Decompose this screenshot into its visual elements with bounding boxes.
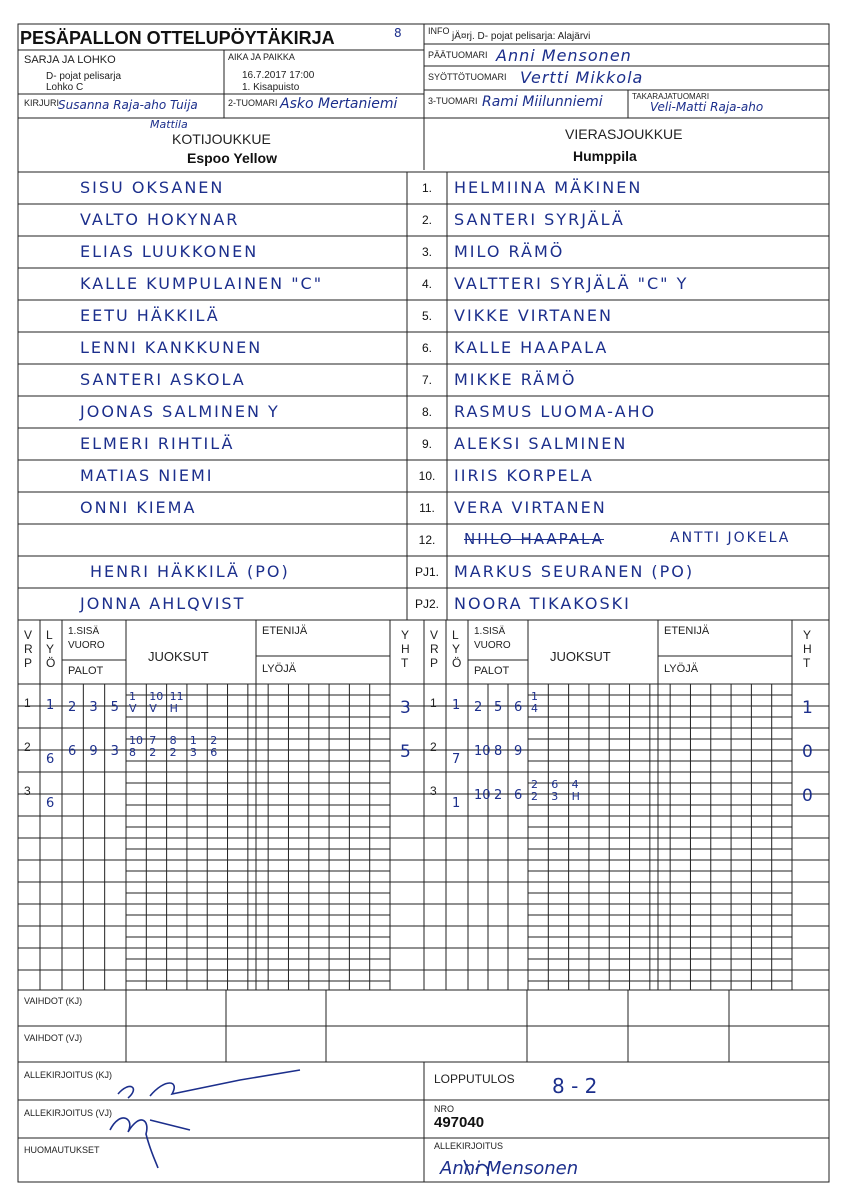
away-player-name: ANTTI JOKELA: [670, 530, 791, 546]
home-player-name: JONNA AHLQVIST: [80, 594, 246, 613]
away-palo-value: 6: [514, 700, 523, 715]
away-palo-value: 10: [474, 744, 491, 759]
roster-number: 1.: [421, 181, 432, 195]
away-run-bottom-value: 3: [551, 790, 559, 803]
home-player-name: KALLE KUMPULAINEN "C": [80, 274, 324, 293]
scorer-label: KIRJURI: [24, 98, 60, 108]
home-burnouts-header: PALOT: [68, 665, 104, 677]
away-period-number: 2: [430, 740, 437, 754]
home-player-name: HENRI HÄKKILÄ (PO): [90, 562, 290, 581]
pitch-referee-label: SYÖTTÖTUOMARI: [428, 72, 507, 82]
signature-scribbles: [110, 1070, 488, 1176]
home-run-bottom-value: 6: [210, 746, 218, 759]
roster-number: 10.: [418, 469, 436, 483]
time-place-label: AIKA JA PAIKKA: [228, 52, 295, 62]
home-first-inner-header: 1.SISÄ: [68, 626, 100, 637]
away-advancer-header: ETENIJÄ: [664, 625, 710, 637]
away-inning-total: 1: [802, 698, 813, 718]
info-label: INFO: [428, 26, 450, 36]
referee3-value: Rami Miilunniemi: [482, 94, 603, 110]
home-palo-value: 5: [110, 700, 119, 715]
referee3-label: 3-TUOMARI: [428, 96, 478, 106]
series-value-2: Lohko C: [46, 82, 84, 93]
away-player-name: IIRIS KORPELA: [454, 466, 594, 485]
home-run-top-value: 10: [129, 734, 143, 747]
home-run-top-value: 2: [210, 734, 218, 747]
home-yht-header: H: [401, 642, 410, 656]
signature-label: ALLEKIRJOITUS: [434, 1141, 504, 1151]
head-referee-label: PÄÄTUOMARI: [428, 50, 488, 60]
back-referee-label: TAKARAJATUOMARI: [632, 92, 710, 101]
home-player-name: SISU OKSANEN: [80, 178, 225, 197]
info-value: jÄ¤rj. D- pojat pelisarja: Alajärvi: [452, 31, 591, 42]
referee2-label: 2-TUOMARI: [228, 98, 278, 108]
home-ly-value: 6: [46, 752, 55, 767]
away-yht-header: H: [803, 642, 812, 656]
scorer-value: Susanna Raja-aho Tuija: [58, 98, 198, 112]
roster-number: PJ2.: [414, 597, 439, 611]
away-palo-value: 8: [494, 744, 503, 759]
home-run-top-value: 1: [189, 734, 197, 747]
home-ly-value: 6: [46, 796, 55, 811]
away-player-name: KALLE HAAPALA: [454, 338, 609, 357]
roster-number: 8.: [421, 405, 432, 419]
away-yht-header: T: [803, 656, 811, 670]
roster-number: 2.: [421, 213, 432, 227]
away-vrp-header: V: [430, 628, 439, 642]
signature-home-label: ALLEKIRJOITUS (KJ): [24, 1070, 113, 1080]
away-palo-value: 5: [494, 700, 503, 715]
home-run-bottom-value: V: [149, 702, 157, 715]
home-player-name: LENNI KANKKUNEN: [80, 338, 263, 357]
substitutions-away-label: VAIHDOT (VJ): [24, 1033, 83, 1043]
roster-number: 4.: [421, 277, 432, 291]
away-palo-value: 2: [474, 700, 483, 715]
home-palo-value: 9: [89, 744, 98, 759]
away-run-top-value: 4: [571, 778, 579, 791]
away-run-bottom-value: H: [571, 790, 580, 803]
away-run-top-value: 2: [531, 778, 538, 791]
away-runs-header: JUOKSUT: [550, 649, 611, 664]
away-inning-total: 0: [802, 786, 813, 806]
home-vrp-header: R: [24, 642, 33, 656]
home-run-bottom-value: 2: [169, 746, 177, 759]
away-period-number: 3: [430, 784, 437, 798]
home-run-top-value: 11: [169, 690, 184, 703]
away-run-bottom-value: 2: [531, 790, 538, 803]
home-player-name: ONNI KIEMA: [80, 498, 197, 517]
substitutions-home-label: VAIHDOT (KJ): [24, 996, 83, 1006]
away-lyo-header: L: [452, 628, 459, 642]
roster-number: 11.: [419, 501, 435, 515]
away-player-name: SANTERI SYRJÄLÄ: [454, 210, 625, 229]
home-yht-header: Y: [401, 628, 410, 642]
roster-number: 9.: [421, 437, 432, 451]
away-lyo-header: Ö: [452, 656, 462, 670]
home-lyo-header: Y: [46, 642, 55, 656]
home-team-name: Espoo Yellow: [187, 150, 277, 166]
home-run-bottom-value: V: [129, 702, 137, 715]
away-ly-value: 1: [452, 796, 461, 811]
away-player-name: VERA VIRTANEN: [454, 498, 607, 517]
away-player-name: MILO RÄMÖ: [454, 242, 565, 261]
away-vrp-header: P: [430, 656, 439, 670]
away-player-name: HELMIINA MÄKINEN: [454, 178, 643, 197]
final-result-value: 8 - 2: [552, 1074, 598, 1098]
away-player-name: NOORA TIKAKOSKI: [454, 594, 631, 613]
signature-away-label: ALLEKIRJOITUS (VJ): [24, 1108, 113, 1118]
away-player-name: RASMUS LUOMA-AHO: [454, 402, 657, 421]
remarks-label: HUOMAUTUKSET: [24, 1145, 100, 1155]
title-note: 8: [394, 26, 402, 40]
away-inning-total: 0: [802, 742, 813, 762]
away-yht-header: Y: [803, 628, 812, 642]
home-run-top-value: 1: [129, 690, 136, 703]
away-run-top-value: 1: [531, 690, 538, 703]
home-palo-value: 3: [110, 744, 119, 759]
away-player-struck-name: NIILO HAAPALA: [464, 530, 604, 548]
away-batter-header: LYÖJÄ: [664, 663, 699, 675]
home-inning-total: 3: [400, 698, 411, 718]
home-player-name: ELMERI RIHTILÄ: [80, 434, 235, 453]
home-run-top-value: 7: [149, 734, 157, 747]
home-run-bottom-value: 2: [149, 746, 157, 759]
match-place: 1. Kisapuisto: [242, 82, 300, 93]
home-lyo-header: L: [46, 628, 53, 642]
home-player-name: SANTERI ASKOLA: [80, 370, 246, 389]
home-runs-header: JUOKSUT: [148, 649, 209, 664]
roster-number: 7.: [421, 373, 432, 387]
home-vrp-header: V: [24, 628, 33, 642]
home-period-number: 2: [24, 740, 31, 754]
home-player-name: EETU HÄKKILÄ: [80, 306, 220, 325]
away-run-top-value: 6: [551, 778, 559, 791]
home-palo-value: 6: [68, 744, 77, 759]
away-player-name: ALEKSI SALMINEN: [454, 434, 628, 453]
roster-number: 6.: [421, 341, 432, 355]
number-label: NRO: [434, 1104, 454, 1114]
home-player-name: VALTO HOKYNAR: [80, 210, 240, 229]
pitch-referee-value: Vertti Mikkola: [520, 68, 644, 87]
signature-value: Anni Mensonen: [440, 1158, 579, 1179]
away-lyo-header: Y: [452, 642, 461, 656]
away-player-name: VALTTERI SYRJÄLÄ "C" Y: [454, 274, 689, 293]
home-period-number: 1: [24, 696, 31, 710]
home-run-bottom-value: 8: [129, 746, 136, 759]
away-team-name: Humppila: [573, 148, 637, 164]
home-player-name: JOONAS SALMINEN Y: [80, 402, 280, 421]
back-referee-value: Veli-Matti Raja-aho: [650, 100, 764, 114]
home-yht-header: T: [401, 656, 409, 670]
roster-number: PJ1.: [414, 565, 439, 579]
final-result-label: LOPPUTULOS: [434, 1072, 515, 1086]
away-palo-value: 6: [514, 788, 523, 803]
form-title: PESÄPALLON OTTELUPÖYTÄKIRJA: [20, 28, 335, 48]
referee2-value: Asko Mertaniemi: [280, 96, 398, 112]
away-period-number: 1: [430, 696, 437, 710]
home-batter-header: LYÖJÄ: [262, 663, 297, 675]
away-palo-value: 9: [514, 744, 523, 759]
roster-number: 5.: [421, 309, 432, 323]
away-turn-header: VUORO: [474, 640, 511, 651]
home-advancer-header: ETENIJÄ: [262, 625, 308, 637]
head-referee-value: Anni Mensonen: [496, 46, 632, 65]
home-run-bottom-value: H: [169, 702, 178, 715]
home-vrp-header: P: [24, 656, 33, 670]
series-value-1: D- pojat pelisarja: [46, 71, 122, 82]
home-turn-header: VUORO: [68, 640, 105, 651]
home-player-name: ELIAS LUUKKONEN: [80, 242, 259, 261]
home-inning-total: 5: [400, 742, 411, 762]
away-ly-value: 1: [452, 698, 461, 713]
home-lyo-header: Ö: [46, 656, 56, 670]
away-player-name: MARKUS SEURANEN (PO): [454, 562, 695, 581]
away-first-inner-header: 1.SISÄ: [474, 626, 506, 637]
home-period-number: 3: [24, 784, 31, 798]
home-run-bottom-value: 3: [189, 746, 197, 759]
home-ly-value: 1: [46, 698, 55, 713]
away-palo-value: 2: [494, 788, 503, 803]
home-player-name: MATIAS NIEMI: [80, 466, 214, 485]
home-team-label: KOTIJOUKKUE: [172, 131, 271, 147]
away-burnouts-header: PALOT: [474, 665, 510, 677]
away-team-label: VIERASJOUKKUE: [565, 126, 683, 142]
roster-number: 12.: [418, 533, 436, 547]
away-player-name: MIKKE RÄMÖ: [454, 370, 577, 389]
series-label: SARJA JA LOHKO: [24, 54, 116, 66]
home-palo-value: 2: [68, 700, 77, 715]
number-value: 497040: [434, 1114, 485, 1131]
match-date: 16.7.2017 17:00: [242, 70, 315, 81]
away-vrp-header: R: [430, 642, 439, 656]
scorer-value-2: Mattila: [150, 118, 188, 131]
away-palo-value: 10: [474, 788, 491, 803]
away-ly-value: 7: [452, 752, 461, 767]
home-run-top-value: 10: [149, 690, 164, 703]
home-palo-value: 3: [89, 700, 98, 715]
away-run-bottom-value: 4: [531, 702, 538, 715]
home-run-top-value: 8: [169, 734, 177, 747]
away-player-name: VIKKE VIRTANEN: [454, 306, 613, 325]
roster-number: 3.: [421, 245, 432, 259]
